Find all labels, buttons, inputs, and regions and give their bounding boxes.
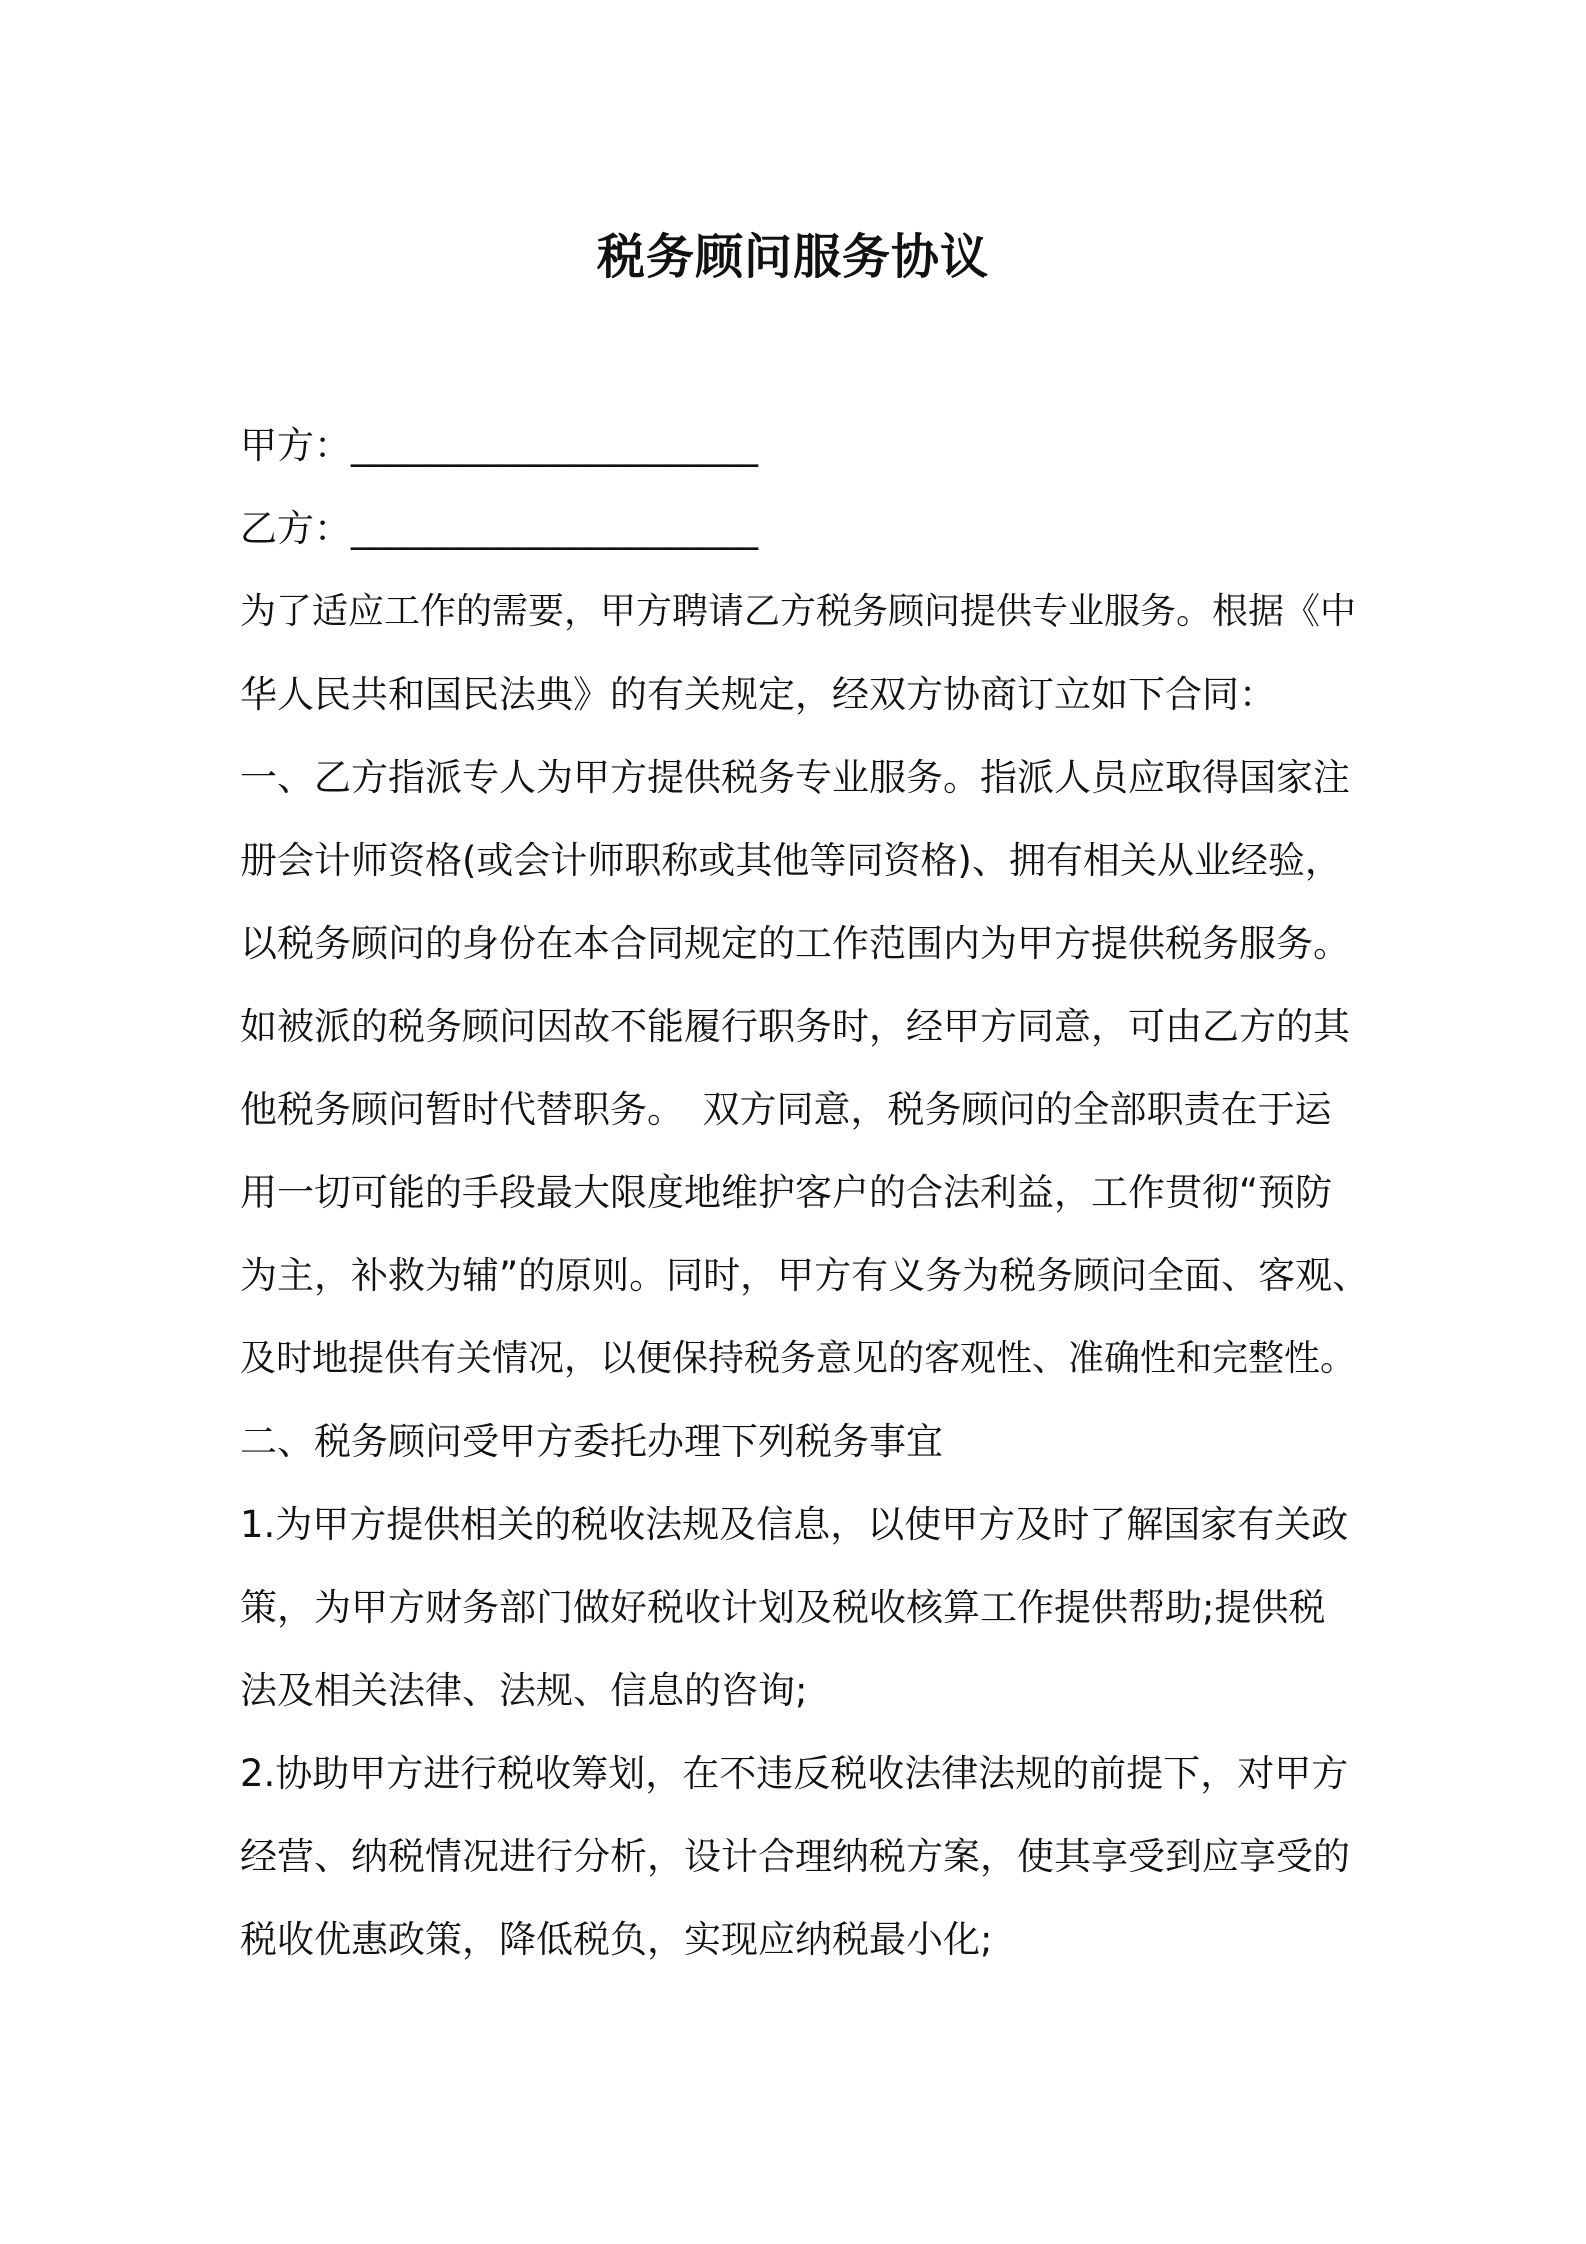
item-2-line-3: 税收优惠政策，降低税负，实现应纳税最小化; <box>240 1918 993 1961</box>
clause-1-line-2: 册会计师资格(或会计师职称或其他等同资格)、拥有相关从业经验， <box>240 839 1342 882</box>
item-2-line-1: 2.协助甲方进行税收筹划，在不违反税收法律法规的前提下，对甲方 <box>240 1752 1349 1795</box>
item-1-line-3: 法及相关法律、法规、信息的咨询; <box>240 1669 808 1712</box>
intro-line-1: 为了适应工作的需要，甲方聘请乙方税务顾问提供专业服务。根据《中 <box>240 591 1357 632</box>
item-1-line-1: 1.为甲方提供相关的税收法规及信息，以使甲方及时了解国家有关政 <box>240 1503 1349 1546</box>
document-title: 税务顾问服务协议 <box>596 229 989 285</box>
clause-1-line-7: 为主，补救为辅”的原则。同时，甲方有义务为税务顾问全面、客观、 <box>240 1254 1370 1297</box>
clause-1-line-4: 如被派的税务顾问因故不能履行职务时，经甲方同意，可由乙方的其 <box>240 1005 1350 1048</box>
clause-2-heading: 二、税务顾问受甲方委托办理下列税务事宜 <box>240 1420 943 1463</box>
clause-1-line-6: 用一切可能的手段最大限度地维护客户的合法利益，工作贯彻“预防 <box>240 1171 1333 1214</box>
document-body <box>240 404 1370 1981</box>
clause-1-line-1: 一、乙方指派专人为甲方提供税务专业服务。指派人员应取得国家注 <box>240 756 1350 799</box>
clause-1-line-3: 以税务顾问的身份在本合同规定的工作范围内为甲方提供税务服务。 <box>240 922 1350 965</box>
item-1-line-2: 策，为甲方财务部门做好税收计划及税收核算工作提供帮助;提供税 <box>240 1586 1326 1629</box>
clause-1-line-5: 他税务顾问暂时代替职务。 双方同意，税务顾问的全部职责在于运 <box>240 1088 1332 1131</box>
party-a-line: 甲方：______________________ <box>240 424 758 467</box>
intro-line-2: 华人民共和国民法典》的有关规定，经双方协商订立如下合同： <box>240 673 1276 716</box>
clause-1-line-8: 及时地提供有关情况，以便保持税务意见的客观性、准确性和完整性。 <box>240 1338 1357 1379</box>
item-2-line-2: 经营、纳税情况进行分析，设计合理纳税方案，使其享受到应享受的 <box>240 1835 1350 1878</box>
party-b-line: 乙方：______________________ <box>240 507 758 550</box>
